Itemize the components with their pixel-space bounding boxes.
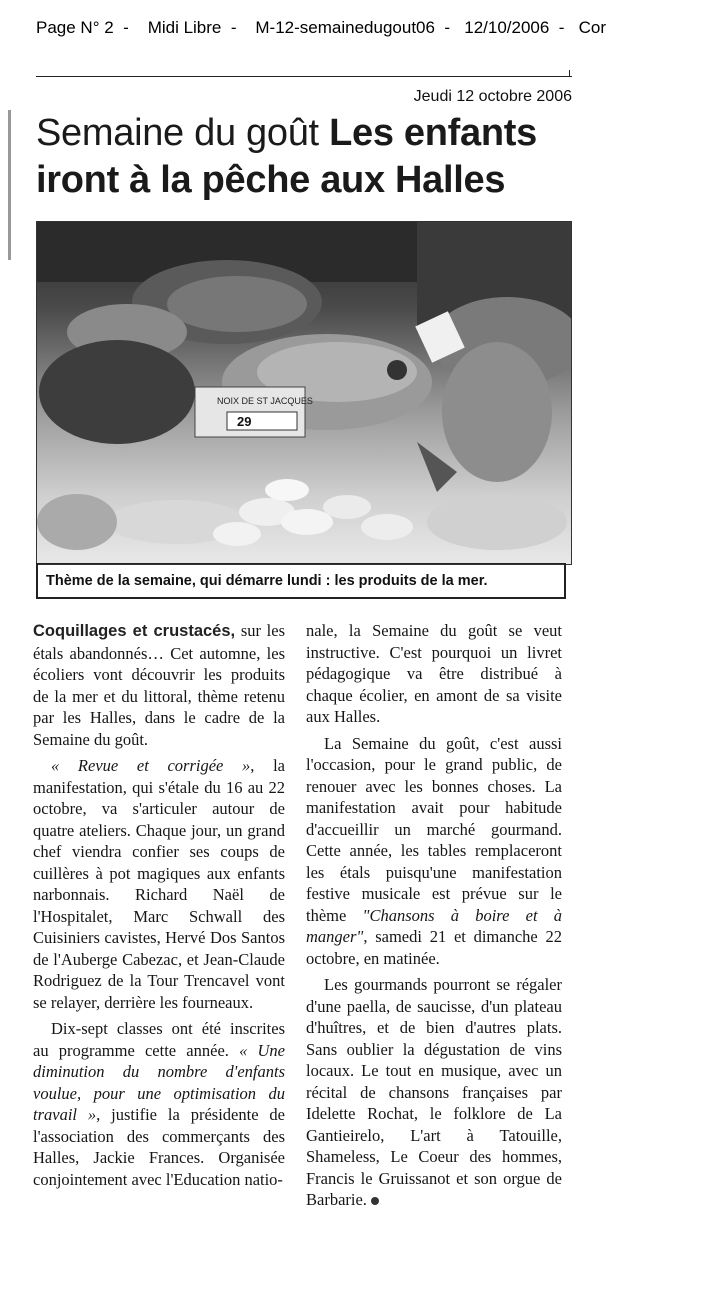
quote: « Revue et corrigée » [51, 756, 251, 775]
article-column-right [306, 620, 562, 1211]
end-mark-icon [371, 1197, 379, 1205]
paragraph [33, 620, 285, 750]
header-page: Page N° 2 [36, 18, 114, 37]
paragraph [33, 755, 285, 1013]
lead-words: Coquillages et crustacés, [33, 622, 236, 640]
header-trailing: Cor [578, 18, 607, 37]
paragraph [306, 733, 562, 970]
headline-title: Les enfants iront à la pêche aux Halles [36, 112, 537, 201]
header-document: M-12-semainedugout06 [255, 18, 435, 37]
top-rule-tick [569, 70, 570, 77]
paragraph [306, 620, 562, 728]
paragraph-text: , la manifestation, qui s'étale du 16 au 22 octobre, va s'articuler autour de quatre ateliers. Chaque jour, un grand chef viendra confier ses coups de cuillères à pot magiques aux enfants narbonnais. Richard Naël de l'Hospitalet, Marc Schwall des Cuisiniers cavistes, Hervé Dos Santos de l'Auberge Cabezac, et Jean-Claude Rodriguez de la Tour Trencavel vont se relayer, derrière les fourneaux. [33, 756, 285, 1012]
margin-bar [8, 110, 11, 260]
print-header: Page N° 2 - Midi Libre - M-12-semainedugout06 - 12/10/2006 - Cor [36, 18, 607, 37]
paragraph-text: La Semaine du goût, c'est aussi l'occasion, pour le grand public, de renouer avec les bonnes choses. La manifestation avait pour habitude d'accueillir un marché gourmand. Cette année, les tables remplaceront les étals puisqu'une manifestation festive musicale est prévue sur le thème [306, 733, 562, 925]
headline-kicker: Semaine du goût [36, 112, 319, 154]
caption-box [36, 563, 566, 599]
paragraph-text: sur les étals abandonnés… Cet automne, les écoliers vont découvrir les produits de la mer et du littoral, thème retenu par les Halles, dans le cadre de la Semaine du goût. [33, 621, 285, 749]
quote: « Une diminution du nombre d'enfants voulue, pour une optimisation du travail » [33, 1040, 285, 1124]
paragraph-text: , samedi 21 et dimanche 22 octobre, en matinée. [306, 927, 562, 968]
header-publication: Midi Libre [147, 18, 222, 37]
top-rule [36, 76, 572, 77]
header-date: 12/10/2006 [464, 18, 550, 37]
paragraph [306, 974, 562, 1211]
article-column-left [33, 620, 285, 1190]
fish-photo [36, 221, 572, 565]
photo-caption: Thème de la semaine, qui démarre lundi : les produits de la mer. [46, 573, 488, 589]
fish-photo-illustration [37, 222, 571, 564]
photo-label-text: NOIX DE ST JACQUES [217, 396, 313, 406]
article-date: Jeudi 12 octobre 2006 [413, 88, 572, 105]
paragraph-text: Dix-sept classes ont été inscrites au programme cette année. [33, 1019, 285, 1060]
paragraph-text: nale, la Semaine du goût se veut instructive. C'est pourquoi un livret pédagogique va être distribué à chaque écolier, en amont de sa visite aux Halles. [306, 621, 562, 726]
paragraph-text: Les gourmands pourront se régaler d'une paella, de saucisse, d'un plateau d'huîtres, et de bien d'autres plats. Sans oublier la dégustation de vins locaux. Le tout en musique, avec un récital de chansons françaises par Idelette Rochat, le folklore de La Gantieirelo, L'art à Tatouille, Shameless, Le Coeur des hommes, Francis le Gruissanot et son orgue de Barbarie. [306, 975, 562, 1209]
photo-price-text: 29 [237, 414, 252, 429]
paragraph-text: , justifie la présidente de l'association des commerçants des Halles, Jackie Frances. Organisée conjointement avec l'Education natio- [33, 1105, 285, 1189]
paragraph [33, 1018, 285, 1190]
headline [36, 110, 576, 204]
quote: "Chansons à boire et à manger" [306, 905, 562, 946]
